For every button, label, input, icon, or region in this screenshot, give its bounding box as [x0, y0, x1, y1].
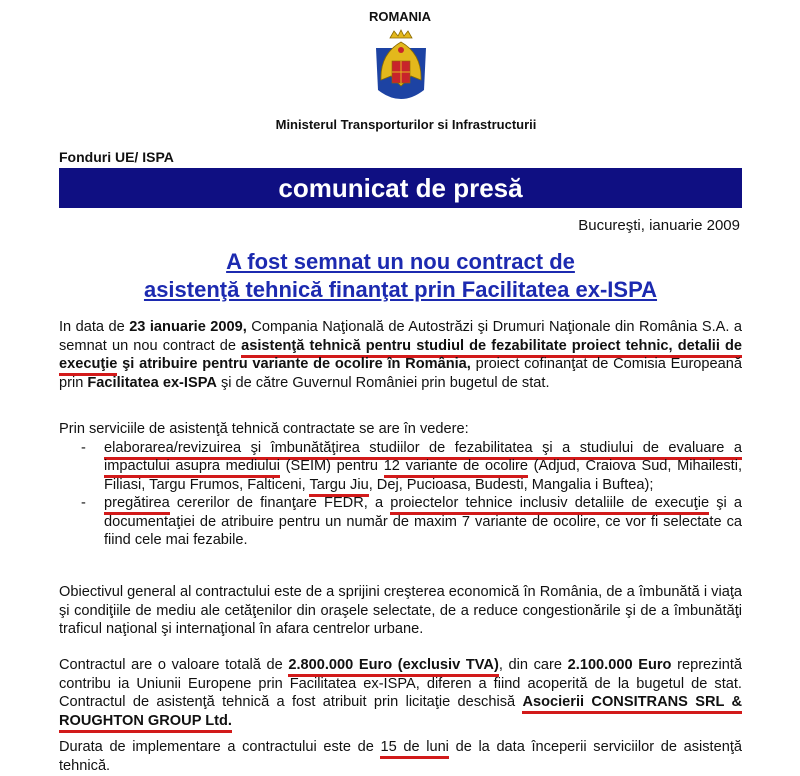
item2-text-b: cererilor de finanţare FEDR, a [169, 495, 391, 511]
p4-text-c: , din care [498, 657, 568, 673]
section-label: Fonduri UE/ ISPA [59, 149, 174, 165]
p1-text-h: şi de către Guvernul României prin bugetul de stat. [216, 374, 550, 391]
press-release-banner: comunicat de presă [59, 168, 742, 208]
paragraph-contract-signed [59, 318, 742, 392]
p4-text-a: Contractul are o valoare totală de [59, 657, 289, 673]
country-name: ROMANIA [368, 9, 432, 24]
ministry-name: Ministerul Transporturilor si Infrastructurii [275, 117, 537, 132]
paragraph-objective [59, 583, 742, 639]
p4-highlight-total-value: 2.800.000 Euro (exclusiv TVA) [288, 657, 499, 677]
release-date: Bucureşti, ianuarie 2009 [578, 217, 740, 234]
list-dash: - [81, 495, 86, 511]
p1-text-a: In data de [59, 319, 130, 335]
p1-facility: Facilitatea ex-ISPA [87, 374, 217, 391]
services-intro: Prin serviciile de asistenţă tehnică contractate se are în vedere: [59, 421, 469, 437]
p1-text-f: proiect cofinanţat de Comisia Europeană prin [59, 356, 742, 391]
objective-text: Obiectivul general al contractului este de a sprijini creşterea economică în România, de a îmbunătă i viaţa şi condiţiile de mediu ale cetăţenilor din oraşele selectate, de a reduce congestionările şi de a îmbunătăţi traficul naţional şi internaţional în afara centrelor urbane. [59, 584, 742, 637]
item1-text-d: (Adjud, Craiova Sud, Mihailesti, Filiasi, Targu Frumos, Falticeni, [104, 458, 743, 493]
item1-highlight-targu-jiu: Targu Jiu [309, 477, 368, 497]
p1-text-c: Compania Naţională de Autostrăzi şi Drumuri Naţionale din România S.A. a semnat un nou contract de [59, 319, 742, 354]
list-dash: - [81, 439, 86, 456]
headline-line-1: A fost semnat un nou contract de [226, 249, 575, 274]
p5-text-c: de la data începerii serviciilor de asistenţă tehnică. [59, 739, 743, 774]
p1-highlight-service: asistenţă tehnică pentru studiul de fezabilitate proiect tehnic, detalii de execuţie [59, 338, 742, 377]
item1-text-f: , Dej, Pucioasa, Budesti, Mangalia i Buftea); [368, 476, 654, 493]
paragraph-duration [59, 738, 742, 775]
p4-highlight-contractor: Asocierii CONSITRANS SRL & ROUGHTON GROUP Ltd. [59, 694, 742, 733]
item2-highlight-preparation: pregătirea [104, 495, 170, 515]
romania-coat-of-arms-icon [372, 28, 430, 108]
p4-eu-contribution: 2.100.000 Euro [567, 657, 672, 673]
item1-highlight-variants: 12 variante de ocolire [384, 458, 528, 478]
headline-line-2: asistenţă tehnică finanţat prin Facilitatea ex-ISPA [143, 277, 658, 302]
p5-text-a: Durata de implementare a contractului este de [59, 739, 381, 755]
p1-text-e: şi atribuire pentru variante de ocolire în România, [117, 356, 471, 372]
list-item [59, 439, 742, 495]
headline [59, 248, 742, 304]
list-item [59, 494, 742, 550]
paragraph-services [59, 420, 742, 550]
paragraph-value [59, 656, 742, 730]
item1-text-b: (SEIM) pentru [279, 458, 384, 474]
item2-text-d: şi a documentaţiei de atribuire pentru un număr de maxim 7 variante de ocolire, ce vor fi selectate ca fiind cele mai fezabile. [104, 495, 743, 548]
item2-highlight-projects: proiectelor tehnice inclusiv detaliile de execuţie [390, 495, 709, 515]
p5-highlight-duration: 15 de luni [380, 739, 448, 759]
p4-text-e: reprezintă contribu ia Uniunii Europene prin Facilitatea ex-ISPA, diferen a fiind acoperită de la bugetul de stat. Contractul de asistenţă tehnică a fost atribuit prin licitaţie deschisă [59, 657, 742, 710]
p1-date: 23 ianuarie 2009, [129, 319, 247, 335]
item1-highlight-studies: elaborarea/revizuirea şi îmbunătăţirea studiilor de fezabilitatea şi a studiului de evaluare a impactului asupra mediului [104, 440, 742, 479]
